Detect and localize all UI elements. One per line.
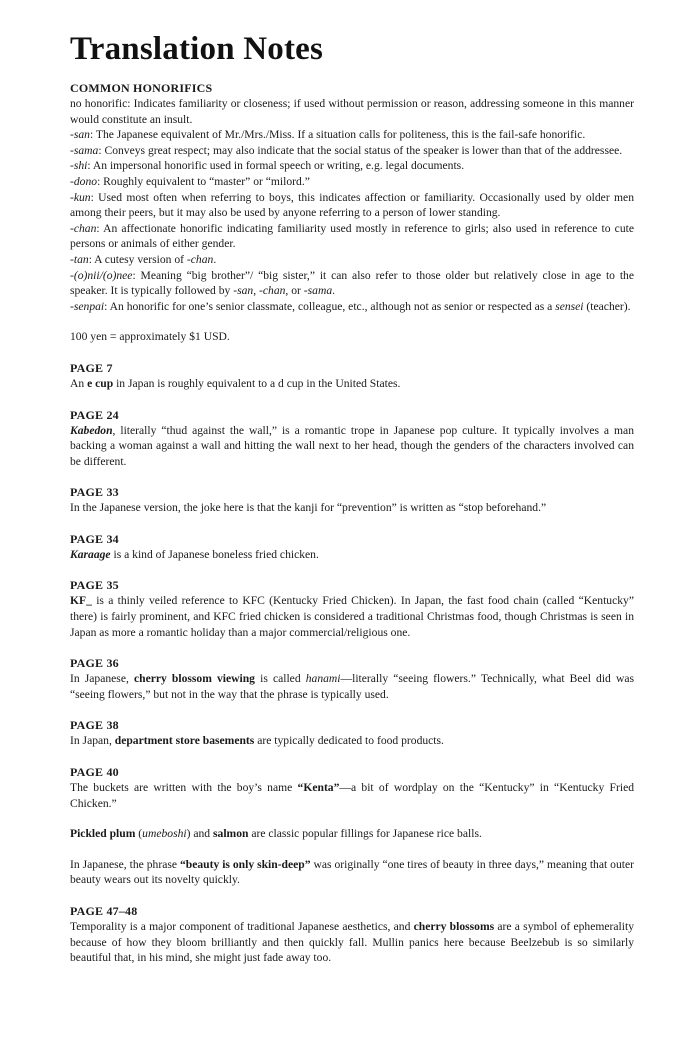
text-run: in Japan is roughly equivalent to a d cup in the United States. [113, 376, 401, 390]
note-text [70, 671, 634, 702]
bold-term: salmon [213, 827, 249, 841]
honorific-entry [70, 96, 634, 127]
note-text [70, 780, 634, 811]
honorific-text: : An affectionate honorific indicating familiarity used mostly in reference to girls; also used in reference to cute persons or animals of either gender. [70, 221, 634, 251]
honorific-text: : An impersonal honorific used in formal speech or writing, e.g. legal documents. [87, 159, 465, 173]
text-run: ( [135, 827, 143, 841]
text-run: are classic popular fillings for Japanese rice balls. [248, 827, 482, 841]
currency-note: 100 yen = approximately $1 USD. [70, 330, 230, 344]
italic-word: hanami [305, 672, 341, 686]
bold-term: department store basements [114, 734, 255, 748]
text-run: In Japanese, [70, 672, 134, 686]
honorific-term: -san [70, 128, 90, 142]
page-heading: PAGE 34 [70, 531, 119, 546]
note-text [70, 423, 634, 470]
honorific-entry [70, 268, 634, 299]
text-run: , literally “thud against the wall,” is a romantic trope in Japanese pop culture. It typically involves a man backing a woman against a wall and hitting the wall next to her head, though the genders of the characters involved can be different. [70, 423, 634, 468]
note-text [70, 857, 634, 888]
text-run: was originally “one tires of beauty in three days,” meaning that outer beauty wears out its novelty quickly. [70, 857, 634, 887]
bold-italic-term: Karaage [70, 547, 111, 561]
honorific-entry [70, 143, 634, 159]
note-text [70, 919, 634, 966]
note-text [70, 826, 634, 842]
honorific-term: -senpai [70, 299, 105, 313]
italic-word: sensei [555, 299, 584, 313]
text-run: Temporality is a major component of traditional Japanese aesthetics, and [70, 920, 414, 933]
honorific-text: : The Japanese equivalent of Mr./Mrs./Miss. If a situation calls for politeness, this is the fail-safe honorific. [89, 128, 586, 142]
italic-word: -chan [186, 252, 214, 266]
bold-term: “Kenta” [297, 781, 340, 795]
text-run: An [70, 376, 88, 390]
text-run: , or [285, 284, 304, 298]
page-heading: PAGE 36 [70, 656, 119, 671]
bold-term: cherry blossom viewing [133, 672, 255, 686]
bold-term: cherry blossoms [413, 920, 495, 933]
bold-italic-term: Kabedon [70, 423, 113, 437]
text-run: . [332, 284, 336, 298]
text-run: —a bit of wordplay on the “Kentucky” in “Kentucky Fried Chicken.” [70, 781, 635, 810]
honorific-text: : Indicates familiarity or closeness; if used without permission or reason, addressing someone in this manner would constitute an insult. [70, 97, 634, 126]
honorifics-heading: COMMON HONORIFICS [70, 81, 213, 95]
text-run: The buckets are written with the boy’s name [70, 781, 298, 795]
note-text [70, 376, 634, 392]
honorific-term: -kun [70, 190, 91, 204]
text-run: (teacher). [583, 299, 631, 313]
bold-term: Pickled plum [70, 827, 136, 841]
honorific-entry [70, 174, 634, 190]
honorific-entry [70, 158, 634, 174]
text-run: is a thinly veiled reference to KFC (Kentucky Fried Chicken). In Japan, the fast food chain (called “Kentucky” there) is fairly prominent, and KFC fried chicken is considered a traditional Christmas food, though Christmas is seen in Japan as more a romantic holiday than a major commercial/religious one. [70, 594, 634, 639]
text-run: —literally “seeing flowers.” Technically, what Beel did was “seeing flowers,” but not in the way that the phrase is typically used. [70, 672, 634, 701]
page-heading: PAGE 40 [70, 765, 119, 780]
page-title: Translation Notes [70, 31, 324, 67]
honorific-entry [70, 190, 634, 221]
text-run: is called [254, 672, 306, 686]
page-heading: PAGE 33 [70, 485, 119, 500]
honorific-term: -dono [70, 174, 98, 188]
honorific-text: : Conveys great respect; may also indicate that the social status of the speaker is lower than that of the addressee. [98, 143, 623, 157]
italic-word: -sama [303, 284, 333, 298]
italic-word: umeboshi [142, 827, 187, 841]
honorific-text: : Roughly equivalent to “master” or “milord.” [97, 174, 310, 188]
text-run: are typically dedicated to food products. [254, 734, 444, 748]
honorific-text: : Meaning “big brother”/ “big sister,” it can also refer to those older but relatively close in age to the speaker. It is typically followed by [70, 268, 634, 298]
honorific-entry [70, 221, 634, 252]
honorific-text: : A cutesy version of [88, 252, 187, 266]
text-run: is a kind of Japanese boneless fried chicken. [110, 547, 319, 561]
honorific-term: -sama [70, 143, 99, 157]
honorific-term: -(o)nii/(o)nee [70, 268, 133, 282]
text-run: In Japanese, the phrase [70, 857, 180, 871]
italic-word: -chan [259, 284, 286, 298]
text-run: . [213, 252, 217, 266]
italic-word: -san [233, 284, 254, 298]
note-text [70, 593, 634, 640]
text-run: ) and [186, 827, 214, 841]
bold-term: KF_ [70, 594, 92, 608]
text-run: In the Japanese version, the joke here is that the kanji for “prevention” is written as “stop beforehand.” [70, 501, 547, 515]
page-heading: PAGE 38 [70, 718, 119, 733]
page-heading: PAGE 47–48 [70, 904, 138, 918]
page-heading: PAGE 24 [70, 407, 119, 422]
note-text [70, 500, 634, 516]
honorific-text: : An honorific for one’s senior classmate, colleague, etc., although not as senior or respected as a [104, 299, 556, 313]
honorific-text: : Used most often when referring to boys, this indicates affection or familiarity. Occasionally used by older men among their peers, but it may also be used by anyone referring to a person of lower standing. [70, 190, 634, 220]
honorific-entry [70, 252, 634, 268]
text-run: are a symbol of ephemerality because of how they bloom brilliantly and then quickly fall. Mullin panics here because Beelzebub is so similarly beautiful that, in his mind, she might just fade away too. [70, 920, 634, 965]
honorific-entry [70, 127, 634, 143]
page-heading: PAGE 7 [70, 360, 113, 375]
honorific-term: -chan [70, 221, 97, 235]
honorific-term: -shi [70, 159, 88, 173]
honorific-term: no honorific [70, 97, 128, 110]
bold-term: “beauty is only skin-deep” [179, 857, 311, 871]
honorific-term: -tan [70, 252, 89, 266]
text-run: , [253, 284, 260, 298]
note-text [70, 547, 634, 563]
page-heading: PAGE 35 [70, 578, 119, 593]
honorific-entry [70, 299, 634, 315]
note-text [70, 733, 634, 749]
bold-term: e cup [87, 376, 114, 390]
text-run: In Japan, [70, 734, 115, 748]
